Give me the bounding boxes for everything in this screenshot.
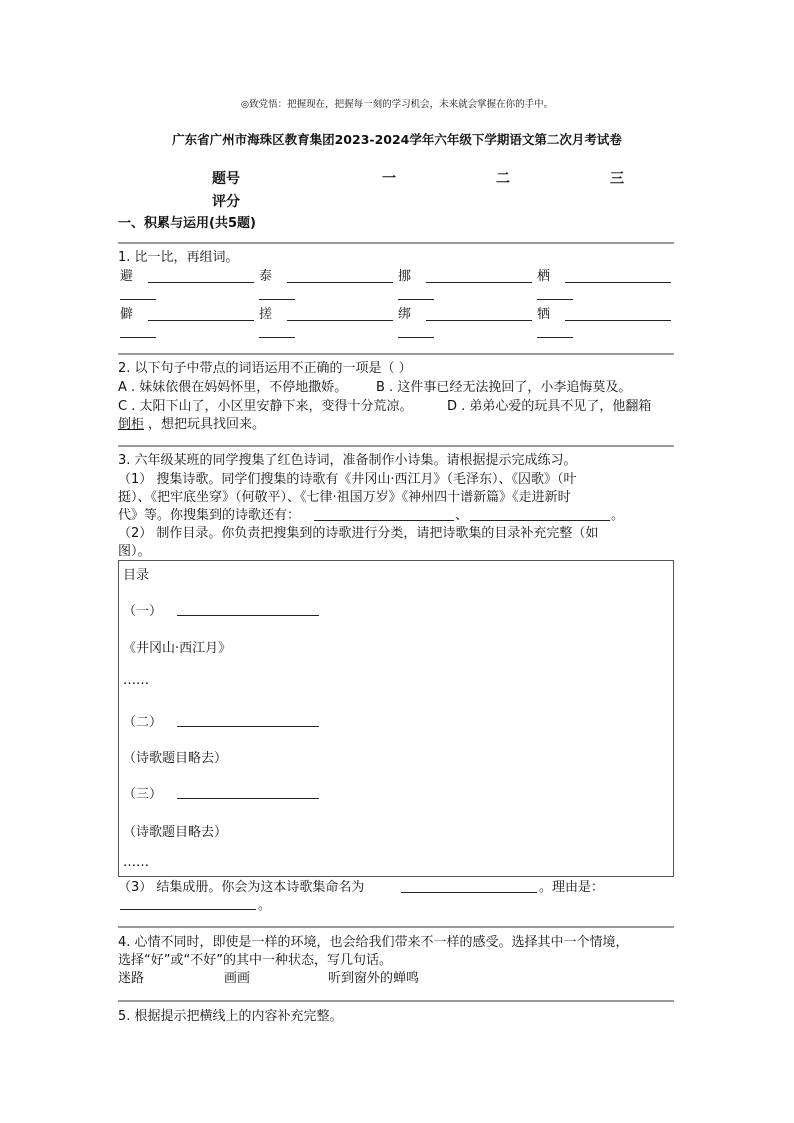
q4-option[interactable]: 画画 <box>224 971 251 986</box>
q1-char: 僻 <box>120 307 134 322</box>
q3-sep: 、 <box>455 508 469 523</box>
divider <box>118 445 674 447</box>
q1-blank[interactable] <box>565 282 671 283</box>
q2-option-a[interactable]: A . 妹妹依偎在妈妈怀里，不停地撒娇。 <box>118 380 348 395</box>
toc-section-3: （三） <box>123 787 163 802</box>
toc-section-2-blank[interactable] <box>177 726 319 727</box>
q1-blank[interactable] <box>426 282 532 283</box>
q3-name-blank[interactable] <box>401 892 537 893</box>
q1-blank[interactable] <box>426 320 532 321</box>
q2-stem: 2. 以下句子中带点的词语运用不正确的一项是（ ） <box>118 361 412 376</box>
q1-blank[interactable] <box>537 299 573 300</box>
q3-stem: 3. 六年级某班的同学搜集了红色诗词，准备制作小诗集。请根据提示完成练习。 <box>118 453 577 468</box>
q4-option[interactable]: 听到窗外的蝉鸣 <box>328 971 420 986</box>
divider <box>118 353 674 355</box>
q3-part2-line2: 图）。 <box>118 544 151 559</box>
q2-option-d-cont <box>118 416 265 434</box>
q1-stem: 1. 比一比，再组词。 <box>118 250 239 265</box>
toc-box <box>118 560 674 877</box>
q3-part3-line1: （3） 结集成册。你会为这本诗歌集命名为 <box>118 880 365 895</box>
divider <box>118 242 674 244</box>
q1-blank[interactable] <box>120 299 156 300</box>
q1-blank[interactable] <box>287 320 393 321</box>
q3-period: 。 <box>611 508 625 523</box>
toc-ellipsis: …… <box>123 673 149 688</box>
motto-text: ◎致党悟：把握现在，把握每一刻的学习机会，未来就会掌握在你的手中。 <box>240 99 554 110</box>
toc-ellipsis: …… <box>123 855 149 870</box>
score-col-3: 三 <box>610 171 624 187</box>
q1-blank[interactable] <box>120 337 156 338</box>
toc-section-1: （一） <box>123 604 163 619</box>
toc-section-3-blank[interactable] <box>177 798 319 799</box>
score-row-label-score: 评分 <box>212 194 240 210</box>
q1-char: 绑 <box>398 307 412 322</box>
score-col-2: 二 <box>496 171 510 187</box>
q3-part1-line3: 代》等。你搜集到的诗歌还有： <box>118 508 301 523</box>
q1-blank[interactable] <box>259 299 295 300</box>
q1-char: 挪 <box>398 269 412 284</box>
q1-char: 避 <box>120 269 134 284</box>
q4-line2: 选择“好”或“不好”的其中一种状态，写几句话。 <box>118 953 392 968</box>
q4-option[interactable]: 迷路 <box>118 971 145 986</box>
q3-reason-blank[interactable] <box>120 909 256 910</box>
q1-char: 栖 <box>537 269 551 284</box>
q1-char: 搓 <box>259 307 273 322</box>
q3-part1-line2: 挺）、《把牢底坐穿》（何敬平）、《七律·祖国万岁》《神州四十谱新篇》《走进新时 <box>118 490 571 505</box>
section-title: 一、积累与运用(共5题) <box>118 216 256 231</box>
q3-part2-line1: （2） 制作目录。你负责把搜集到的诗歌进行分类，请把诗歌集的目录补充完整（如 <box>118 526 599 541</box>
q2-option-d[interactable]: D . 弟弟心爱的玩具不见了，他翻箱 <box>447 399 652 414</box>
exam-title: 广东省广州市海珠区教育集团2023-2024学年六年级下学期语文第二次月考试卷 <box>172 132 622 147</box>
q3-period: 。 <box>258 898 272 913</box>
score-row-label-number: 题号 <box>212 171 240 187</box>
q1-blank[interactable] <box>565 320 671 321</box>
divider <box>118 1000 674 1002</box>
q2-option-b[interactable]: B . 这件事已经无法挽回了，小李追悔莫及。 <box>376 380 632 395</box>
q1-blank[interactable] <box>287 282 393 283</box>
score-col-1: 一 <box>382 171 396 187</box>
q1-blank[interactable] <box>259 337 295 338</box>
toc-title: 目录 <box>123 568 150 583</box>
q2-option-c[interactable]: C . 太阳下山了，小区里安静下来，变得十分荒凉。 <box>118 399 413 414</box>
q5-stem: 5. 根据提示把横线上的内容补充完整。 <box>118 1009 343 1024</box>
q1-blank[interactable] <box>398 299 434 300</box>
toc-poem: 《井冈山·西江月》 <box>123 641 232 656</box>
q3-reason-label: 。理由是： <box>539 880 605 895</box>
toc-omitted: （诗歌题目略去） <box>123 751 228 766</box>
q4-line1: 4. 心情不同时，即使是一样的环境，也会给我们带来不一样的感受。选择其中一个情境， <box>118 935 629 950</box>
q3-poem-blank-2[interactable] <box>470 520 610 521</box>
q3-poem-blank-1[interactable] <box>314 520 454 521</box>
toc-section-2: （二） <box>123 715 163 730</box>
q1-blank[interactable] <box>398 337 434 338</box>
q2-option-d-tail: ，想把玩具找回来。 <box>148 417 266 432</box>
q1-blank[interactable] <box>148 320 254 321</box>
q1-blank[interactable] <box>537 337 573 338</box>
q3-part1-line1: （1） 搜集诗歌。同学们搜集的诗歌有《井冈山·西江月》（毛泽东）、《囚歌》（叶 <box>118 472 577 487</box>
q1-char: 牺 <box>537 307 551 322</box>
toc-omitted: （诗歌题目略去） <box>123 825 228 840</box>
divider <box>118 926 674 928</box>
q1-blank[interactable] <box>148 282 254 283</box>
q2-underlined-word: 倒柜 <box>118 417 145 432</box>
toc-section-1-blank[interactable] <box>177 615 319 616</box>
q1-char: 泰 <box>259 269 273 284</box>
